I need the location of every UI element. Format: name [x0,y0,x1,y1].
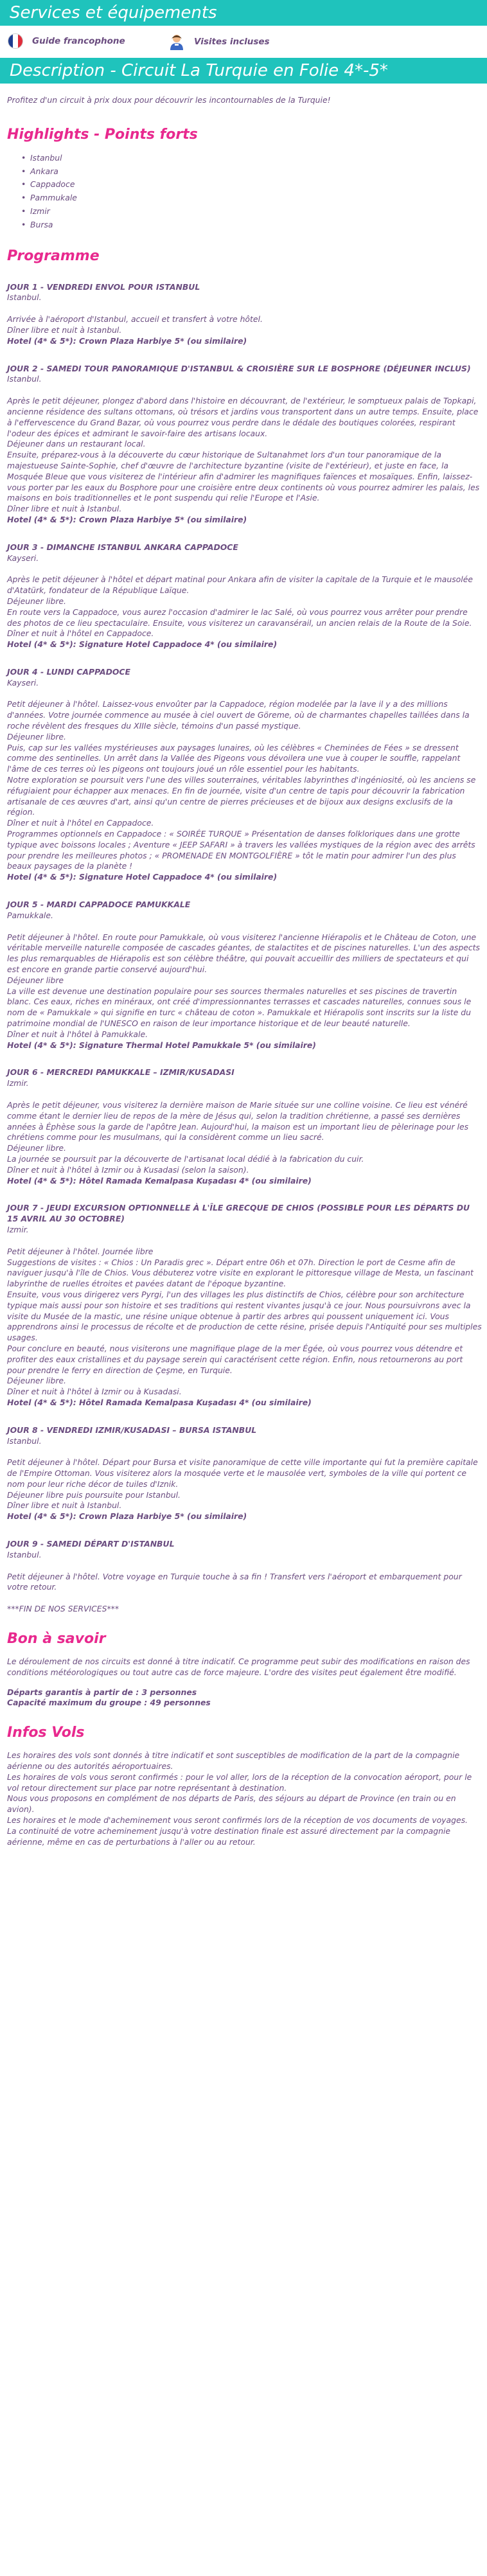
services-bar: Services et équipements [0,0,487,26]
day-paragraph: Dîner libre et nuit à Istanbul. [7,324,122,335]
day-paragraph: Petit déjeuner à l'hôtel. En route pour Pamukkale, où vous visiterez l'ancienne Hiérapolis et le Château de Coton, une véritable merveille naturelle composée de cascades géantes, de stalactites et de piscines naturelles. L'un des aspects les plus remarquables de Hiérapolis est son célèbre théâtre, qui pouvait accueillir des milliers de spectateurs et qui est encore en grande partie conservé aujourd'hui. [7,932,480,975]
highlight-item: • Bursa [21,220,483,231]
day-title: JOUR 9 - SAMEDI DÉPART D'ISTANBUL [7,1539,175,1549]
day-hotel: Hotel (4* & 5*): Signature Hotel Cappadoce 4* (ou similaire) [7,872,278,882]
day-title: JOUR 6 - MERCREDI PAMUKKALE – IZMIR/KUSADASI [7,1067,235,1078]
programme-day [7,667,483,883]
infos-vols-paragraph: Nous vous proposons en complément de nos départs de Paris, des séjours au départ de Province (en train ou en avion). [7,1793,456,1815]
day-paragraph: Ensuite, préparez-vous à la découverte du cœur historique de Sultanahmet lors d'un tour panoramique de la majestueuse Sainte-Sophie, chef d'œuvre de l'architecture byzantine (visite de l'extérieur), et juste en face, la Mosquée Bleue que vous visiterez de l'intérieur afin d'admirer les magnifiques faïences et mosaïques. Enfin, laissez-vous porter par les eaux du Bosphore pour une croisière entre deux continents où vous pourrez admirer les palais, les maisons en bois traditionnelles et le pont suspendu qui relie l'Europe et l'Asie. [7,450,480,503]
day-paragraph: Ensuite, vous vous dirigerez vers Pyrgi, l'un des villages les plus distinctifs de Chios, célèbre pour son architecture typique mais aussi pour son histoire et ses traditions qui restent vivantes jusqu'à ce jour. Nous poursuivrons avec la visite du Musée de la mastic, une résine unique obtenue à partir des arbres qui poussent uniquement ici. Vous apprendrons ainsi le processus de récolte et de production de cette résine, prisée depuis l'Antiquité pour ses multiples usages. [7,1289,482,1343]
day-title: JOUR 2 - SAMEDI TOUR PANORAMIQUE D'ISTANBUL & CROISIÈRE SUR LE BOSPHORE (DÉJEUNER INCLUS) [7,363,471,373]
day-place: Istanbul. [7,1435,42,1446]
day-place: Kayseri. [7,553,39,563]
day-hotel: Hotel (4* & 5*): Crown Plaza Harbiye 5* (ou similaire) [7,335,247,346]
day-title: JOUR 5 - MARDI CAPPADOCE PAMUKKALE [7,900,191,910]
infos-vols-paragraph: Les horaires de vols vous seront confirmés : pour le vol aller, lors de la réception de la convocation aéroport, pour le vol retour directement sur place par notre représentant à destination. [7,1772,472,1793]
day-hotel: Hotel (4* & 5*): Crown Plaza Harbiye 5* (ou similaire) [7,514,247,524]
programme-day [7,1067,483,1186]
infos-vols-text [7,1750,483,1847]
day-paragraph: Notre exploration se poursuit vers l'une des villes souterraines, véritables labyrinthes d'ingéniosité, où les anciens se réfugiaient pour échapper aux menaces. En fin de journée, visite d'un centre de tapis pour découvrir la fabrication artisanale de ces œuvres d'art, ainsi qu'un centre de pierres précieuses et de bijoux aux designs exclusifs de la région. [7,775,476,817]
day-paragraph: Arrivée à l'aéroport d'Istanbul, accueil et transfert à votre hôtel. [7,314,263,324]
highlight-item: • Ankara [21,166,483,177]
day-paragraph: Après le petit déjeuner à l'hôtel et départ matinal pour Ankara afin de visiter la capitale de la Turquie et le mausolée d'Atatürk, fondateur de la République Laïque. [7,574,473,596]
day-paragraph: Déjeuner dans un restaurant local. [7,439,146,449]
day-paragraph: Dîner et nuit à l'hôtel à Izmir ou à Kusadasi (selon la saison). [7,1164,249,1175]
day-paragraph: Dîner et nuit à l'hôtel à Pamukkale. [7,1029,148,1039]
infos-vols-paragraph: Les horaires et le mode d'acheminement vous seront confirmés lors de la réception de vos documents de voyages. [7,1815,468,1825]
programme-days [7,282,483,1615]
service-label: Guide francophone [32,35,125,46]
day-place: Pamukkale. [7,910,53,920]
day-hotel: Hotel (4* & 5*): Signature Thermal Hotel Pamukkale 5* (ou similaire) [7,1040,316,1050]
services-row [0,26,487,53]
day-paragraph: Déjeuner libre. [7,1376,66,1386]
day-paragraph: Petit déjeuner à l'hôtel. Journée libre [7,1246,154,1256]
highlight-item: • Istanbul [21,153,483,164]
bon-a-savoir-text: Le déroulement de nos circuits est donné à titre indicatif. Ce programme peut subir des modifications en raison des conditions météorologiques ou tout autre cas de force majeure. L'ordre des visites peut également être modifié. [7,1657,470,1677]
day-paragraph: Déjeuner libre [7,975,64,985]
day-paragraph: La journée se poursuit par la découverte de l'artisanat local dédié à la fabrication du cuir. [7,1153,364,1164]
service-french-guide [8,33,125,49]
day-paragraph: Déjeuner libre. [7,1143,66,1153]
day-paragraph: Puis, cap sur les vallées mystérieuses aux paysages lunaires, où les célèbres « Cheminées de Fées » se dressent comme des sentinelles. Un arrêt dans la Vallée des Pigeons vous dévoilera une vue à couper le souffle, rappelant l'âme de ces terres où les pigeons ont toujours joué un rôle essentiel pour les habitants. [7,742,461,774]
day-paragraph: Après le petit déjeuner, plongez d'abord dans l'histoire en découvrant, de l'extérieur, le somptueux palais de Topkapi, ancienne résidence des sultans ottomans, où trésors et jardins vous transportent dans un autre temps. Ensuite, place à l'effervescence du Grand Bazar, où vous pourrez vous perdre dans le dédale des boutiques colorées, respirant l'odeur des épices et admirant le savoir-faire des artisans locaux. [7,396,479,438]
day-paragraph: Pour conclure en beauté, nous visiterons une magnifique plage de la mer Égée, où vous pourrez vous détendre et profiter des eaux cristallines et du paysage serein qui caractérisent cette région. Enfin, nous retournerons au port pour prendre le ferry en direction de Çeşme, en Turquie. [7,1343,463,1375]
day-paragraph: Dîner libre et nuit à Istanbul. [7,504,122,514]
day-title: JOUR 7 - JEUDI EXCURSION OPTIONNELLE À L'ÎLE GRECQUE DE CHIOS (POSSIBLE POUR LES DÉPARTS DU 15 AVRIL AU 30 OCTOBRE) [7,1203,470,1224]
programme-heading: Programme [7,247,100,264]
day-place: Izmir. [7,1224,29,1234]
day-hotel: Hotel (4* & 5*): Signature Hotel Cappadoce 4* (ou similaire) [7,639,278,650]
main-content [0,95,487,1873]
bon-a-savoir-heading: Bon à savoir [7,1631,106,1648]
highlights-list [21,153,483,231]
infos-vols-paragraph: La continuité de votre acheminement jusqu'à votre destination finale est assuré directement par la compagnie aérienne, même en cas de perturbations à l'aller ou au retour. [7,1825,450,1847]
day-paragraph: La ville est devenue une destination populaire pour ses sources thermales naturelles et ses piscines de travertin blanc. Ces eaux, riches en minéraux, ont créé d'impressionnantes terrasses et cascades naturelles, connues sous le nom de « Pamukkale » qui signifie en turc « château de coton ». Pamukkale et Hiérapolis sont inscrits sur la liste du patrimoine mondial de l'UNESCO en raison de leur importance historique et de leur beauté naturelle. [7,986,472,1028]
day-paragraph: ***FIN DE NOS SERVICES*** [7,1604,120,1614]
day-title: JOUR 3 - DIMANCHE ISTANBUL ANKARA CAPPADOCE [7,542,238,552]
day-paragraph: En route vers la Cappadoce, vous aurez l'occasion d'admirer le lac Salé, où vous pourrez vous arrêter pour prendre des photos de ce lieu spectaculaire. Ensuite, vous visiterez un caravansérail, un ancien relais de la Route de la Soie. [7,607,472,628]
min-participants: Départs garantis à partir de : 3 personnes [7,1687,197,1697]
day-paragraph: Dîner libre et nuit à Istanbul. [7,1500,122,1511]
day-place: Kayseri. [7,677,39,688]
day-hotel: Hotel (4* & 5*): Hôtel Ramada Kemalpasa Kuşadası 4* (ou similaire) [7,1397,312,1407]
programme-day [7,1425,483,1522]
max-capacity: Capacité maximum du groupe : 49 personnes [7,1698,211,1708]
programme-day [7,900,483,1051]
description-bar: Description - Circuit La Turquie en Folie 4*-5* [0,58,487,84]
day-paragraph: Suggestions de visites : « Chios : Un Paradis grec ». Départ entre 06h et 07h. Direction le port de Cesme afin de naviguer jusqu'à l'île de Chios. Vous débuterez votre visite en explorant le pittoresque village de Mesta, un fascinant labyrinthe de ruelles étroites et pavées datant de l'époque byzantine. [7,1257,474,1289]
highlight-item: • Cappadoce [21,179,483,190]
programme-day [7,1203,483,1408]
programme-day [7,542,483,650]
service-visits [168,33,270,50]
day-paragraph: Déjeuner libre. [7,596,66,606]
programme-day [7,364,483,526]
day-place: Istanbul. [7,1549,42,1559]
highlight-item: • Pammukale [21,193,483,204]
infos-vols-heading: Infos Vols [7,1725,85,1741]
day-paragraph: Programmes optionnels en Cappadoce : « SOIRÉE TURQUE » Présentation de danses folkloriques dans une grotte typique avec boissons locales ; Aventure « JEEP SAFARI » à travers les vallées mystiques de la région avec des arrêts pour prendre les meilleures photos ; « PROMENADE EN MONTGOLFIÈRE » tôt le matin pour admirer l'un des plus beaux paysages de la planète ! [7,829,475,871]
day-paragraph: Petit déjeuner à l'hôtel. Laissez-vous envoûter par la Cappadoce, région modelée par la lave il y a des millions d'années. Votre journée commence au musée à ciel ouvert de Göreme, où de charmantes chapelles taillées dans la roche révèlent des fresques du XIIIe siècle, témoins d'un passé mystique. [7,699,470,731]
day-paragraph: Petit déjeuner à l'hôtel. Votre voyage en Turquie touche à sa fin ! Transfert vers l'aéroport et embarquement pour votre retour. [7,1571,462,1592]
day-paragraph: Petit déjeuner à l'hôtel. Départ pour Bursa et visite panoramique de cette ville importante qui fut la première capitale de l'Empire Ottoman. Vous visiterez alors la mosquée verte et le mausolée vert, symboles de la ville qui portent ce nom pour leur riche décor de tuiles d'Iznik. [7,1457,478,1489]
visa-person-icon [168,33,185,50]
france-flag-icon [8,33,23,49]
day-place: Izmir. [7,1078,29,1088]
day-place: Istanbul. [7,374,42,384]
day-hotel: Hotel (4* & 5*): Crown Plaza Harbiye 5* (ou similaire) [7,1511,247,1522]
programme-day [7,282,483,347]
day-paragraph: Dîner et nuit à l'hôtel en Cappadoce. [7,628,154,639]
day-title: JOUR 4 - LUNDI CAPPADOCE [7,666,130,677]
infos-vols-paragraph: Les horaires des vols sont donnés à titre indicatif et sont susceptibles de modification de la part de la compagnie aérienne ou des autorités aéroportuaires. [7,1750,460,1772]
day-paragraph: Déjeuner libre puis poursuite pour Istanbul. [7,1489,181,1500]
day-paragraph: Dîner et nuit à l'hôtel à Izmir ou à Kusadasi. [7,1387,182,1397]
service-label: Visites incluses [194,36,270,47]
day-paragraph: Déjeuner libre. [7,731,66,742]
day-title: JOUR 8 - VENDREDI IZMIR/KUSADASI – BURSA ISTANBUL [7,1425,257,1435]
description-intro: Profitez d'un circuit à prix doux pour découvrir les incontournables de la Turquie! [7,95,331,105]
highlight-item: • Izmir [21,206,483,217]
day-paragraph: Dîner et nuit à l'hôtel en Cappadoce. [7,818,154,828]
day-place: Istanbul. [7,292,42,303]
day-hotel: Hotel (4* & 5*): Hôtel Ramada Kemalpasa Kuşadası 4* (ou similaire) [7,1175,312,1186]
day-title: JOUR 1 - VENDREDI ENVOL POUR ISTANBUL [7,281,200,292]
highlights-heading: Highlights - Points forts [7,126,198,143]
day-paragraph: Après le petit déjeuner, vous visiterez la dernière maison de Marie située sur une colline voisine. Ce lieu est vénéré comme étant le dernier lieu de repos de la mère de Jésus qui, selon la tradition chrétienne, a passé ses dernières années à Éphèse sous la garde de l'apôtre Jean. Aujourd'hui, la maison est un important lieu de pèlerinage pour les chrétiens comme pour les musulmans, qui la considèrent comme un lieu sacré. [7,1099,469,1142]
programme-day [7,1539,483,1615]
